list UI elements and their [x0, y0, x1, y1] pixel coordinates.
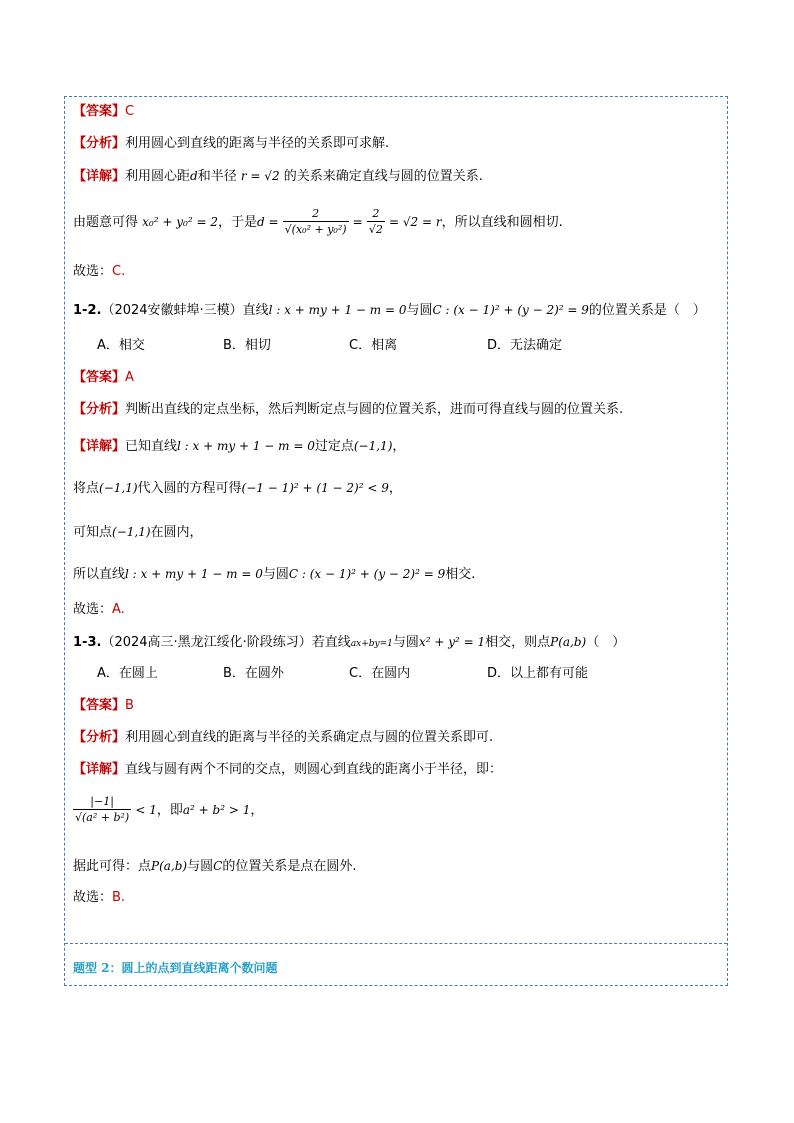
option-b: B．在圆外 — [223, 666, 284, 681]
fraction — [73, 795, 131, 826]
math-point: P(a,b) — [550, 635, 587, 649]
option-d: D．无法确定 — [487, 338, 563, 353]
math-inequality: (−1 − 1)² + (1 − 2)² < 9 — [241, 481, 389, 495]
detail-text: 在圆内， — [150, 525, 203, 540]
stem-text: 相交，则点 — [485, 635, 551, 650]
answer-row — [73, 697, 134, 715]
analysis-row — [73, 135, 389, 153]
detail-text: ， — [388, 481, 402, 496]
analysis-text: 判断出直线的定点坐标，然后判断定点与圆的位置关系，进而可得直线与圆的位置关系. — [125, 402, 624, 417]
math-line: l : x + my + 1 − m = 0 — [177, 439, 315, 453]
answer-tag: 【答案】 — [73, 370, 126, 385]
option-c: C．在圆内 — [349, 666, 411, 681]
detail-row — [73, 761, 502, 779]
detail-text: 的关系来确定直线与圆的位置关系. — [283, 169, 483, 184]
math-inequality: < 1 — [135, 803, 157, 817]
conclusion-text: 据此可得：点 — [73, 859, 152, 874]
stem-text: 若直线 — [311, 635, 351, 650]
stem-text: 与圆 — [406, 303, 433, 318]
fraction-numerator: |−1| — [73, 795, 131, 810]
fraction-numerator: 2 — [283, 207, 349, 222]
math-point: (−1,1) — [112, 525, 151, 539]
answer-tag: 【答案】 — [73, 698, 126, 713]
choose-label: 故选： — [73, 264, 113, 279]
option-a: A．在圆上 — [97, 666, 158, 681]
detail-row — [73, 523, 203, 542]
stem-text: （ ） — [586, 635, 626, 650]
stem-text: 直线 — [242, 303, 269, 318]
conclusion-text: 与圆 — [187, 859, 214, 874]
option-c: C．相离 — [349, 338, 398, 353]
choose-value: B. — [112, 890, 126, 905]
math-equation: = √2 = r — [389, 215, 442, 229]
fraction-numerator: 2 — [367, 207, 385, 222]
detail-text: 和半径 — [197, 169, 237, 184]
options-row — [97, 665, 613, 683]
choose-value: C. — [112, 264, 126, 279]
derivation-row — [73, 795, 263, 826]
question-stem — [73, 301, 706, 320]
math-equals: = — [352, 215, 363, 229]
conclusion-text: 的位置关系是点在圆外. — [222, 859, 357, 874]
math-circle: C : (x − 1)² + (y − 2)² = 9 — [432, 303, 589, 317]
math-line: l : x + my + 1 − m = 0 — [268, 303, 407, 317]
option-d: D．以上都有可能 — [487, 666, 589, 681]
fraction-denominator: √(x₀² + y₀²) — [284, 223, 347, 236]
choose-label: 故选： — [73, 602, 113, 617]
math-line: l : x + my + 1 − m = 0 — [125, 567, 263, 581]
answer-row — [73, 103, 134, 121]
math-r: r = √2 — [240, 169, 280, 183]
question-source: （2024高三·黑龙江绥化·阶段练习） — [101, 635, 312, 650]
math-d: d = — [256, 215, 279, 229]
math-point: P(a,b) — [151, 859, 188, 873]
topic-heading: 题型 2：圆上的点到直线距离个数问题 — [73, 961, 278, 975]
detail-row — [73, 167, 483, 186]
detail-text: 直线与圆有两个不同的交点，则圆心到直线的距离小于半径，即： — [125, 762, 503, 777]
question-source: （2024安徽蚌埠·三模） — [101, 303, 243, 318]
math-point: (−1,1) — [353, 439, 393, 453]
fraction — [283, 207, 349, 238]
math-inequality: a² + b² > 1 — [182, 803, 251, 817]
analysis-tag: 【分析】 — [73, 402, 126, 417]
derivation-text: 由题意可得 — [73, 215, 139, 230]
answer-value: A — [125, 370, 134, 385]
choose-row — [73, 263, 125, 281]
analysis-row — [73, 729, 493, 747]
choose-value: A. — [112, 602, 125, 617]
derivation-text: ，于是 — [217, 215, 257, 230]
analysis-tag: 【分析】 — [73, 730, 126, 745]
detail-text: 将点 — [73, 481, 100, 496]
analysis-row — [73, 401, 623, 419]
math-circle: C : (x − 1)² + (y − 2)² = 9 — [288, 567, 446, 581]
fraction-denominator: √2 — [368, 223, 383, 236]
math-equation: x₀² + y₀² = 2 — [142, 215, 218, 229]
math-circle: x² + y² = 1 — [418, 635, 486, 649]
detail-text: 与圆 — [262, 567, 289, 582]
analysis-text: 利用圆心到直线的距离与半径的关系即可求解. — [125, 136, 390, 151]
math-line: ax+by=1 — [350, 639, 393, 649]
question-number: 1-2. — [73, 303, 102, 318]
answer-value: C — [125, 104, 135, 119]
section-divider — [65, 943, 727, 944]
detail-text: ， — [392, 439, 406, 454]
detail-tag: 【详解】 — [73, 762, 126, 777]
fraction-denominator: √(a² + b²) — [75, 811, 130, 824]
derivation-row — [73, 207, 563, 238]
answer-row — [73, 369, 134, 387]
math-point: (−1,1) — [99, 481, 138, 495]
derivation-text: ，所以直线和圆相切. — [441, 215, 563, 230]
detail-text: 所以直线 — [73, 567, 126, 582]
analysis-text: 利用圆心到直线的距离与半径的关系确定点与圆的位置关系即可. — [125, 730, 494, 745]
detail-text: 相交. — [445, 567, 476, 582]
answer-tag: 【答案】 — [73, 104, 126, 119]
question-stem — [73, 633, 625, 653]
solution-box — [64, 96, 728, 986]
option-a: A．相交 — [97, 338, 145, 353]
stem-text: 与圆 — [392, 635, 419, 650]
fraction — [367, 207, 385, 238]
choose-label: 故选： — [73, 890, 113, 905]
options-row — [97, 337, 613, 355]
detail-text: 代入圆的方程可得 — [137, 481, 242, 496]
derivation-text: ，即 — [156, 803, 183, 818]
detail-row — [73, 565, 475, 584]
detail-row — [73, 437, 405, 456]
detail-text: 过定点 — [314, 439, 354, 454]
derivation-text: ， — [250, 803, 264, 818]
detail-tag: 【详解】 — [73, 439, 126, 454]
detail-row — [73, 479, 402, 498]
detail-text: 可知点 — [73, 525, 113, 540]
math-d: d — [190, 169, 198, 183]
conclusion-row — [73, 857, 356, 876]
detail-tag: 【详解】 — [73, 169, 126, 184]
answer-value: B — [125, 698, 134, 713]
choose-row — [73, 889, 125, 907]
detail-text: 利用圆心距 — [125, 169, 191, 184]
detail-text: 已知直线 — [125, 439, 178, 454]
question-number: 1-3. — [73, 635, 102, 650]
math-circle-name: C — [213, 859, 223, 873]
analysis-tag: 【分析】 — [73, 136, 126, 151]
option-b: B．相切 — [223, 338, 271, 353]
stem-text: 的位置关系是（ ） — [588, 303, 706, 318]
choose-row — [73, 601, 125, 619]
